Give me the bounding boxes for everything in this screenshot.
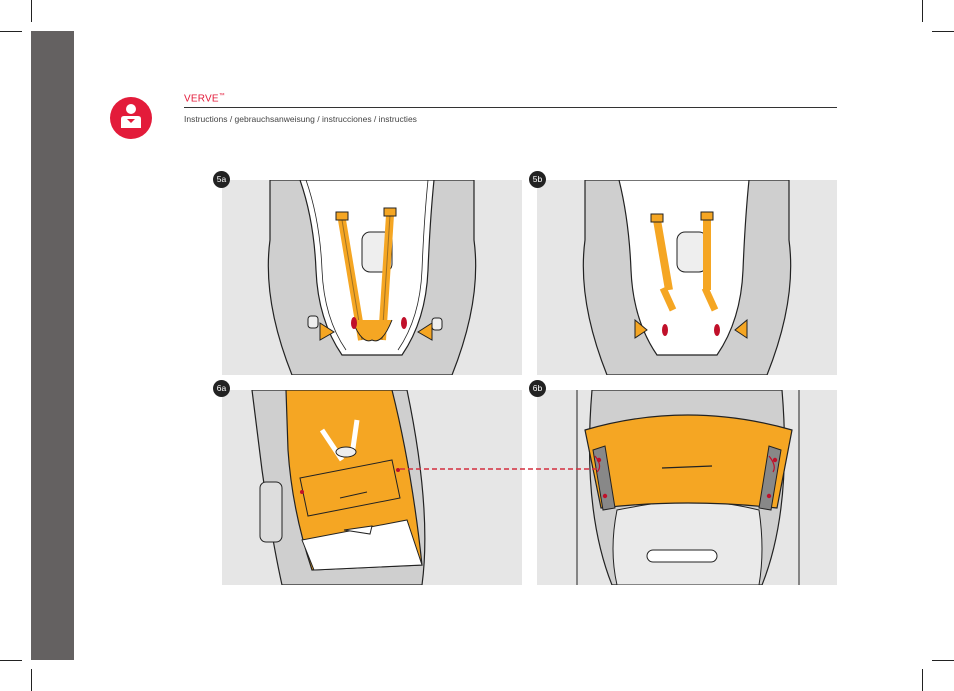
crop-mark [0, 31, 22, 32]
step-badge-6b: 6b [529, 380, 546, 397]
illustration-5b [537, 180, 837, 375]
page-subtitle: Instructions / gebrauchsanweisung / instrucciones / instructies [184, 114, 417, 124]
illustration-5a [222, 180, 522, 375]
crop-mark [922, 0, 923, 22]
step-badge-5a: 5a [213, 171, 230, 188]
crop-mark [932, 660, 954, 661]
crop-mark [0, 660, 22, 661]
illustration-6b [537, 390, 837, 585]
crop-mark [31, 0, 32, 22]
page-sidebar [31, 31, 74, 660]
crop-mark [932, 31, 954, 32]
person-badge-icon [110, 97, 152, 139]
crop-mark [922, 669, 923, 691]
step-badge-6a: 6a [213, 380, 230, 397]
header-rule [184, 107, 837, 108]
illustration-6a [222, 390, 522, 585]
dashed-connector-line [400, 468, 600, 470]
step-badge-5b: 5b [529, 171, 546, 188]
crop-mark [31, 669, 32, 691]
page-title: VERVE™ [184, 93, 225, 105]
